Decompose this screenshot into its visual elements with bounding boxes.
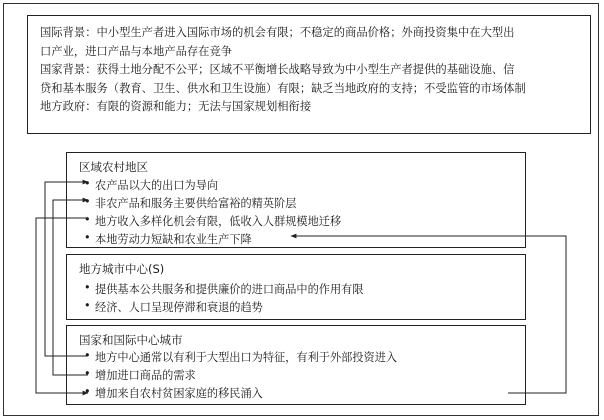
city-item-migrant-inflow: • 增加来自农村贫困家庭的移民涌入 bbox=[95, 385, 263, 401]
international-context-line-2: 口产业，进口产品与本地产品存在竞争 bbox=[40, 44, 233, 58]
national-context-line-2: 贷和基本服务（教育、卫生、供水和卫生设施）有限；缺乏当地政府的支持；不受监管的市场体制 bbox=[40, 81, 526, 95]
arrow-city-import-to-rural-elite bbox=[53, 200, 88, 375]
rural-item-income-migration: • 地方收入多样化机会有限，低收入人群规模地迁移 bbox=[95, 213, 341, 229]
arrow-city-migrants-to-rural-labor bbox=[291, 236, 566, 393]
national-context-line-1: 国家背景：获得土地分配不公平；区域不平衡增长战略导致为中小型生产者提供的基础设施、信 bbox=[40, 63, 515, 76]
rural-item-export-orientation: • 农产品以大的出口为导向 bbox=[95, 177, 218, 193]
international-context-line-1: 国际背景：中小型生产者进入国际市场的机会有限；不稳定的商品价格；外商投资集中在大型出 bbox=[40, 26, 515, 39]
city-item-import-demand: • 增加进口商品的需求 bbox=[95, 367, 196, 383]
town-item-stagnation: • 经济、人口呈现停滞和衰退的趋势 bbox=[95, 299, 263, 315]
national-city-title: 国家和国际中心城市 bbox=[79, 333, 183, 347]
rural-item-labor-shortage: • 本地劳动力短缺和农业生产下降 bbox=[95, 231, 252, 247]
rural-item-elite-services: • 非农产品和服务主要供给富裕的精英阶层 bbox=[95, 195, 296, 211]
town-item-limited-role: • 提供基本公共服务和提供廉价的进口商品中的作用有限 bbox=[95, 281, 364, 297]
local-town-center-title: 地方城市中心(S) bbox=[79, 262, 165, 276]
city-item-export-investment: • 地方中心通常以有利于大型出口为特征，有利于外部投资进入 bbox=[95, 349, 397, 365]
arrow-city-export-to-rural-export bbox=[45, 182, 88, 356]
local-government-line: 地方政府：有限的资源和能力；无法与国家规划相衔接 bbox=[40, 100, 312, 113]
arrow-rural-migration-to-city-migrants bbox=[36, 218, 88, 393]
rural-region-title: 区域农村地区 bbox=[79, 160, 148, 174]
